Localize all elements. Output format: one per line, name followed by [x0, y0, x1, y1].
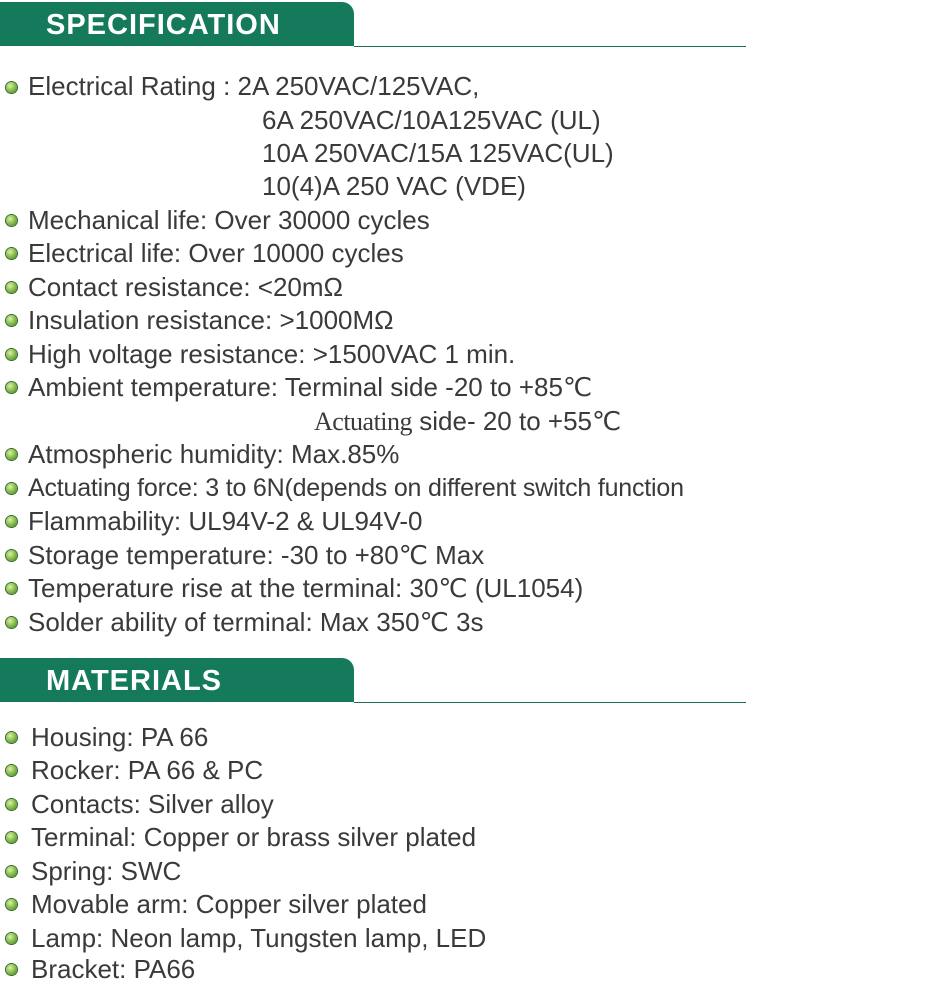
material-item-movable-arm: Movable arm: Copper silver plated — [31, 889, 427, 919]
electrical-rating-line: 10A 250VAC/15A 125VAC(UL) — [262, 138, 614, 168]
spec-item-storage-temperature: Storage temperature: -30 to +80℃ Max — [28, 540, 485, 570]
bullet-icon — [6, 282, 17, 293]
material-item-terminal: Terminal: Copper or brass silver plated — [31, 822, 477, 852]
bullet-icon — [6, 82, 17, 93]
bullet-icon — [6, 516, 17, 527]
spec-item-high-voltage-resistance: High voltage resistance: >1500VAC 1 min. — [28, 339, 516, 369]
spec-item-atmospheric-humidity: Atmospheric humidity: Max.85% — [28, 439, 400, 469]
bullet-icon — [6, 617, 17, 628]
bullet-icon — [6, 449, 17, 460]
material-item-housing: Housing: PA 66 — [31, 722, 209, 752]
bullet-icon — [6, 933, 17, 944]
bullet-icon — [6, 866, 17, 877]
spec-item-solder-ability: Solder ability of terminal: Max 350℃ 3s — [28, 607, 484, 637]
bullet-icon — [6, 550, 17, 561]
spec-item-ambient-actuating-side — [314, 405, 621, 438]
materials-title: MATERIALS — [46, 665, 223, 697]
spec-item-ambient-temperature: Ambient temperature: Terminal side -20 to +85℃ — [28, 372, 593, 402]
bullet-icon — [6, 483, 17, 494]
spec-item-mechanical-life: Mechanical life: Over 30000 cycles — [28, 205, 430, 235]
material-item-contacts: Contacts: Silver alloy — [31, 789, 274, 819]
actuating-side-range: side- 20 to +55℃ — [412, 406, 622, 436]
actuating-word: Actuating — [314, 407, 413, 436]
materials-header — [0, 658, 746, 704]
bullet-icon — [6, 349, 17, 360]
bullet-icon — [6, 315, 17, 326]
electrical-rating-line: 10(4)A 250 VAC (VDE) — [262, 171, 526, 201]
spec-item-contact-resistance: Contact resistance: <20mΩ — [28, 272, 343, 302]
bullet-icon — [6, 248, 17, 259]
spec-item-temperature-rise: Temperature rise at the terminal: 30℃ (UL1054) — [28, 573, 584, 603]
spec-item-electrical-life: Electrical life: Over 10000 cycles — [28, 238, 404, 268]
electrical-rating-label: Electrical Rating : — [28, 71, 238, 101]
spec-item-actuating-force: Actuating force: 3 to 6N(depends on different switch function — [28, 474, 684, 502]
materials-header-rule — [354, 702, 746, 703]
specification-header-rule — [354, 46, 746, 47]
bullet-icon — [6, 732, 17, 743]
bullet-icon — [6, 382, 17, 393]
bullet-icon — [6, 583, 17, 594]
spec-item-flammability: Flammability: UL94V-2 & UL94V-0 — [28, 506, 423, 536]
material-item-spring: Spring: SWC — [31, 856, 182, 886]
material-item-rocker: Rocker: PA 66 & PC — [31, 755, 264, 785]
bullet-icon — [6, 832, 17, 843]
bullet-icon — [6, 964, 17, 975]
material-item-lamp: Lamp: Neon lamp, Tungsten lamp, LED — [31, 923, 487, 953]
electrical-rating-line: 6A 250VAC/10A125VAC (UL) — [262, 105, 601, 135]
spec-item-insulation-resistance: Insulation resistance: >1000MΩ — [28, 305, 394, 335]
specification-header — [0, 2, 746, 48]
spec-item-electrical-rating — [28, 70, 479, 103]
bullet-icon — [6, 799, 17, 810]
specification-title: SPECIFICATION — [46, 9, 281, 41]
bullet-icon — [6, 899, 17, 910]
bullet-icon — [6, 765, 17, 776]
electrical-rating-line: 2A 250VAC/125VAC, — [237, 71, 480, 101]
bullet-icon — [6, 215, 17, 226]
material-item-bracket: Bracket: PA66 — [31, 954, 196, 984]
